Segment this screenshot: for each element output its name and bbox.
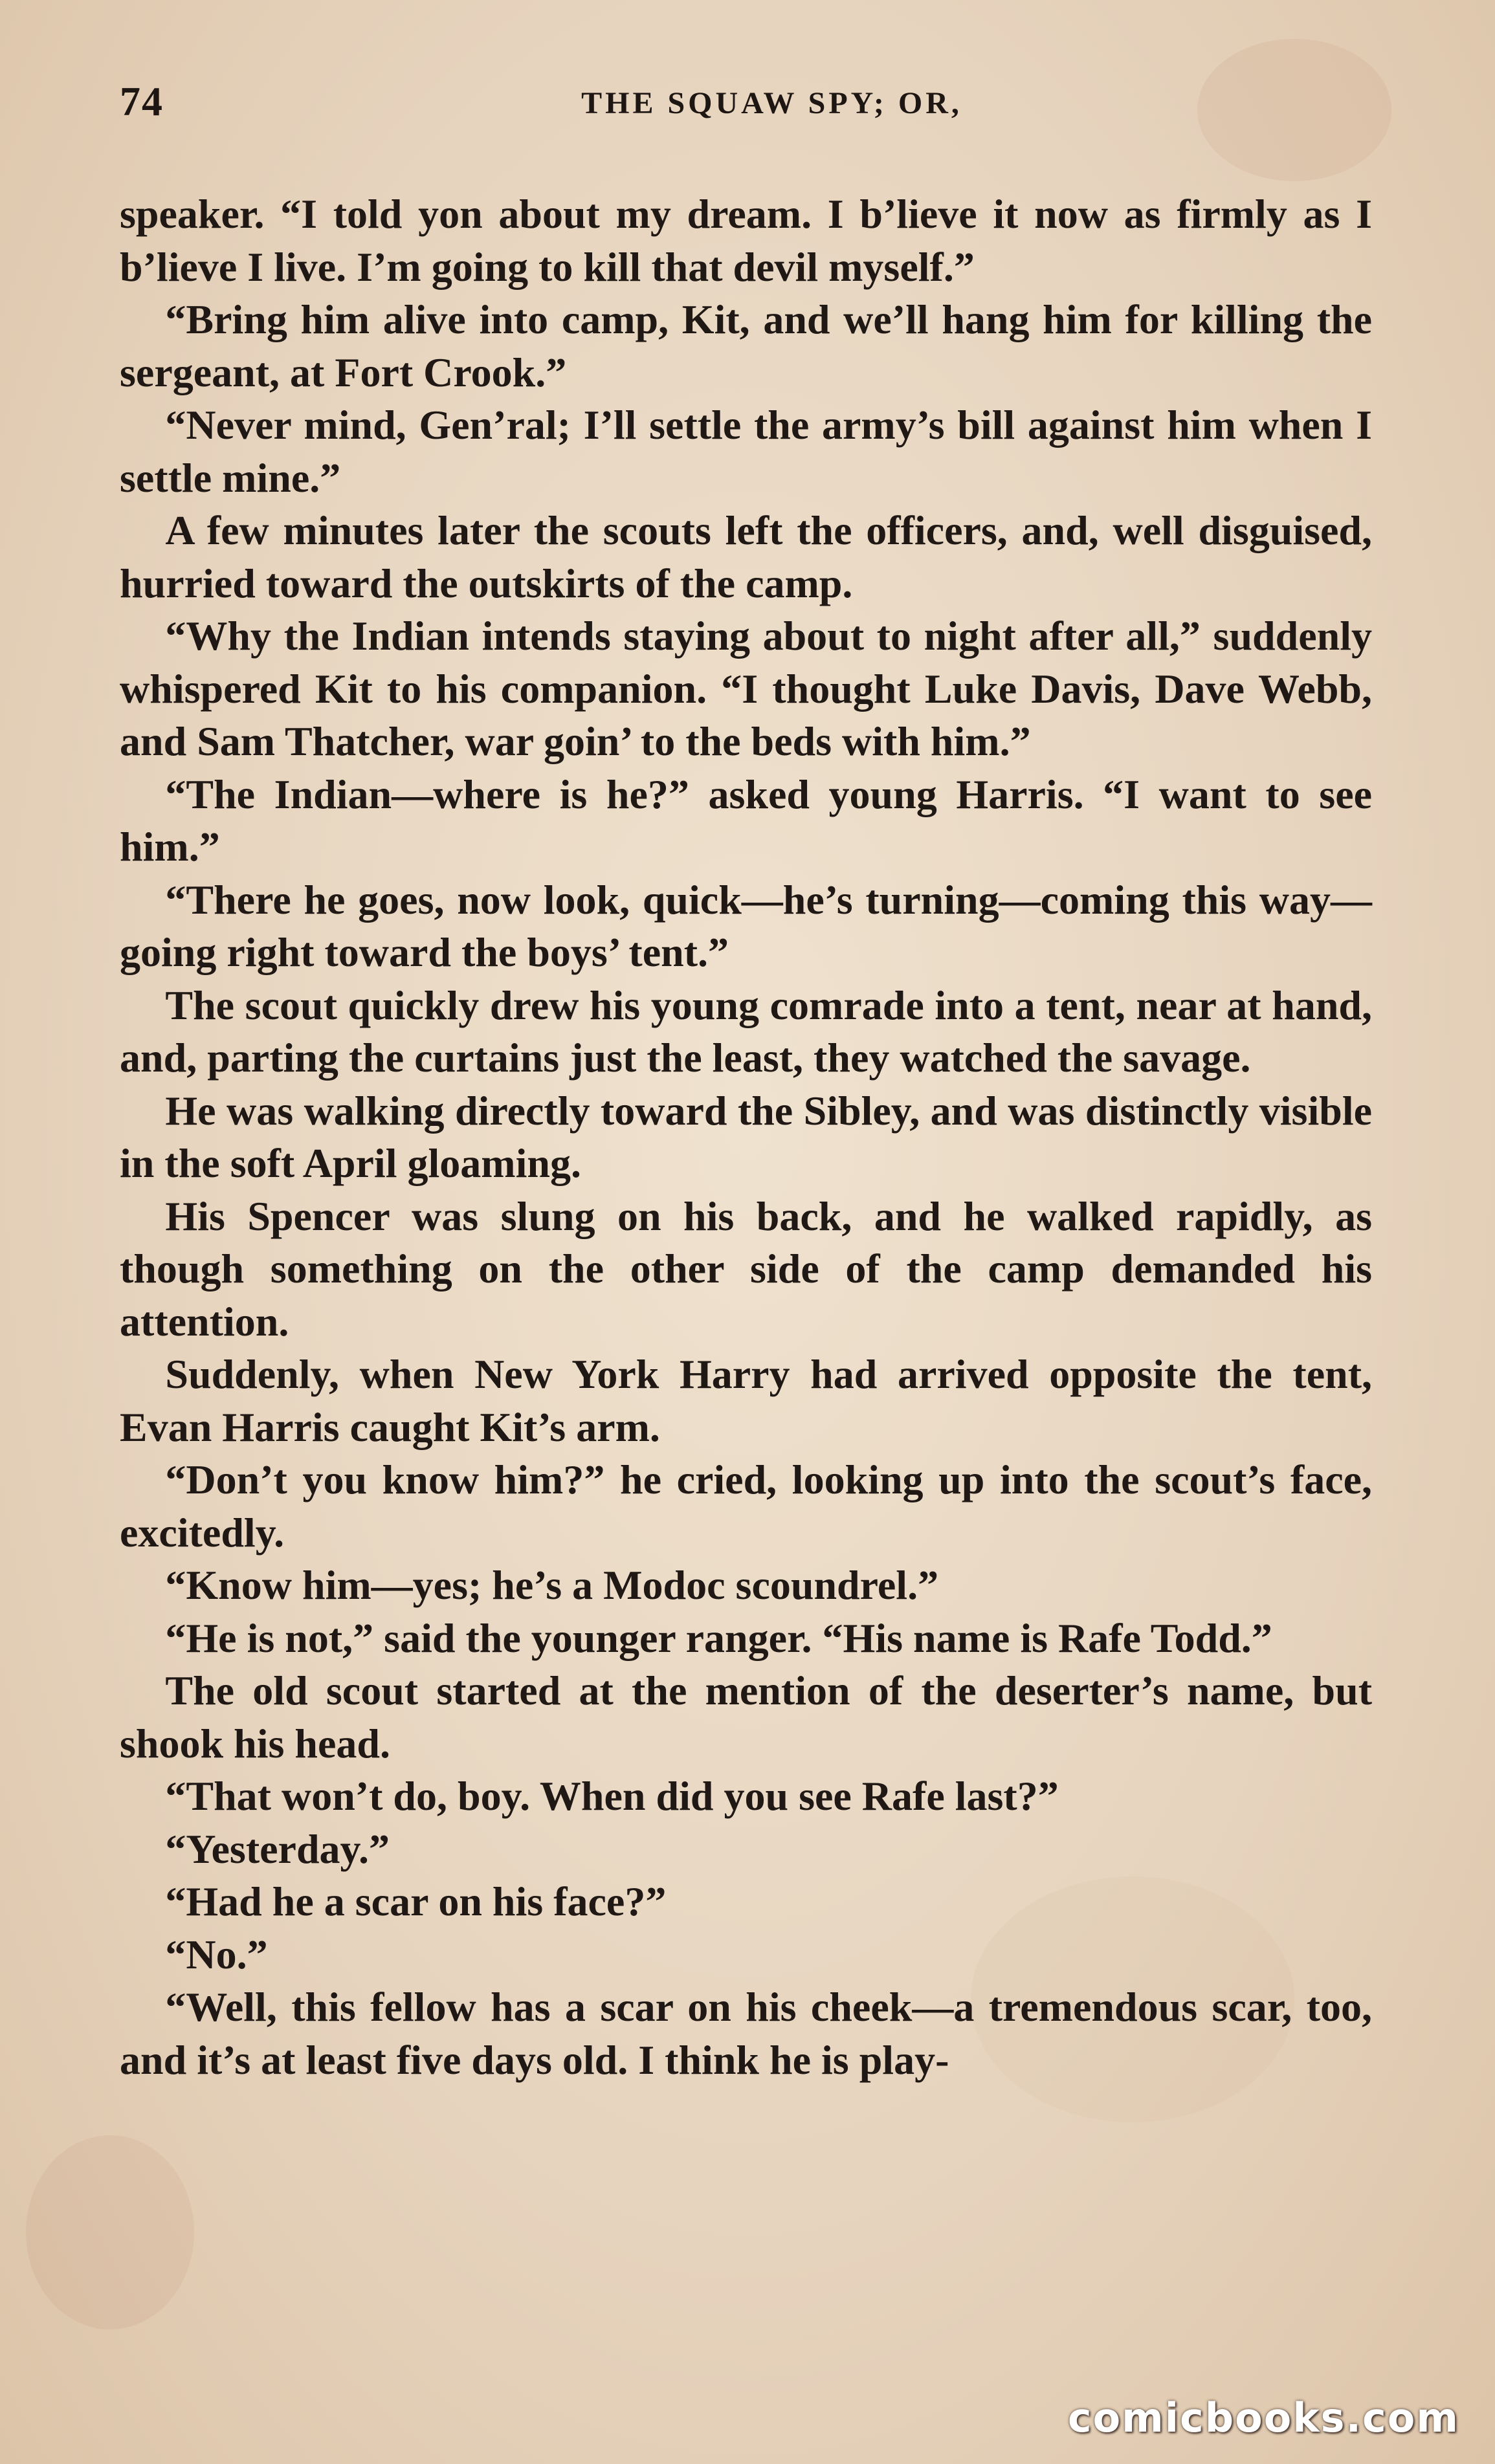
paragraph: “Yesterday.” xyxy=(165,1825,390,1872)
paragraph: “That won’t do, boy. When did you see Rafe last?” xyxy=(165,1773,1059,1819)
paragraph: The old scout started at the mention of the deserter’s name, but shook his head. xyxy=(120,1667,1372,1766)
paragraph: speaker. “I told yon about my dream. I b’lieve it now as firmly as I b’lieve I live. I’m going to kill that devil myself.” xyxy=(120,191,1372,290)
paragraph: “Don’t you know him?” he cried, looking up into the scout’s face, excitedly. xyxy=(120,1457,1372,1556)
paragraph: He was walking directly toward the Sibley, and was distinctly visible in the soft April gloaming. xyxy=(120,1087,1372,1186)
page-body xyxy=(120,188,1372,2086)
paragraph: “Never mind, Gen’ral; I’ll settle the army’s bill against him when I settle mine.” xyxy=(120,402,1372,501)
page-number: 74 xyxy=(120,78,164,124)
paragraph: A few minutes later the scouts left the officers, and, well disguised, hurried toward the outskirts of the camp. xyxy=(120,507,1372,606)
paragraph: “He is not,” said the younger ranger. “His name is Rafe Todd.” xyxy=(165,1614,1272,1661)
paragraph: “Why the Indian intends staying about to night after all,” suddenly whispered Kit to his companion. “I thought Luke Davis, Dave Webb, and Sam Thatcher, war goin’ to the beds with him.” xyxy=(120,613,1372,764)
paragraph: The scout quickly drew his young comrade into a tent, near at hand, and, parting the curtains just the least, they watched the savage. xyxy=(120,982,1372,1081)
paper-stain xyxy=(26,2135,194,2329)
paragraph: “There he goes, now look, quick—he’s turning—coming this way—going right toward the boys’ tent.” xyxy=(120,876,1372,975)
paragraph: Suddenly, when New York Harry had arrived opposite the tent, Evan Harris caught Kit’s arm. xyxy=(120,1351,1372,1450)
paragraph: “Had he a scar on his face?” xyxy=(165,1878,667,1924)
paragraph: “No.” xyxy=(165,1931,268,1977)
watermark: comicbooks.com xyxy=(1067,2394,1459,2441)
paragraph: “The Indian—where is he?” asked young Harris. “I want to see him.” xyxy=(120,771,1372,870)
paragraph: “Know him—yes; he’s a Modoc scoundrel.” xyxy=(165,1562,939,1608)
paragraph: “Well, this fellow has a scar on his cheek—a tremendous scar, too, and it’s at least five days old. I think he is play- xyxy=(120,1984,1372,2083)
running-title: THE SQUAW SPY; OR, xyxy=(581,86,962,120)
page-header xyxy=(120,78,1372,136)
paragraph: “Bring him alive into camp, Kit, and we’ll hang him for killing the sergeant, at Fort Crook.” xyxy=(120,296,1372,395)
paragraph: His Spencer was slung on his back, and he walked rapidly, as though something on the other side of the camp demanded his attention. xyxy=(120,1193,1372,1345)
